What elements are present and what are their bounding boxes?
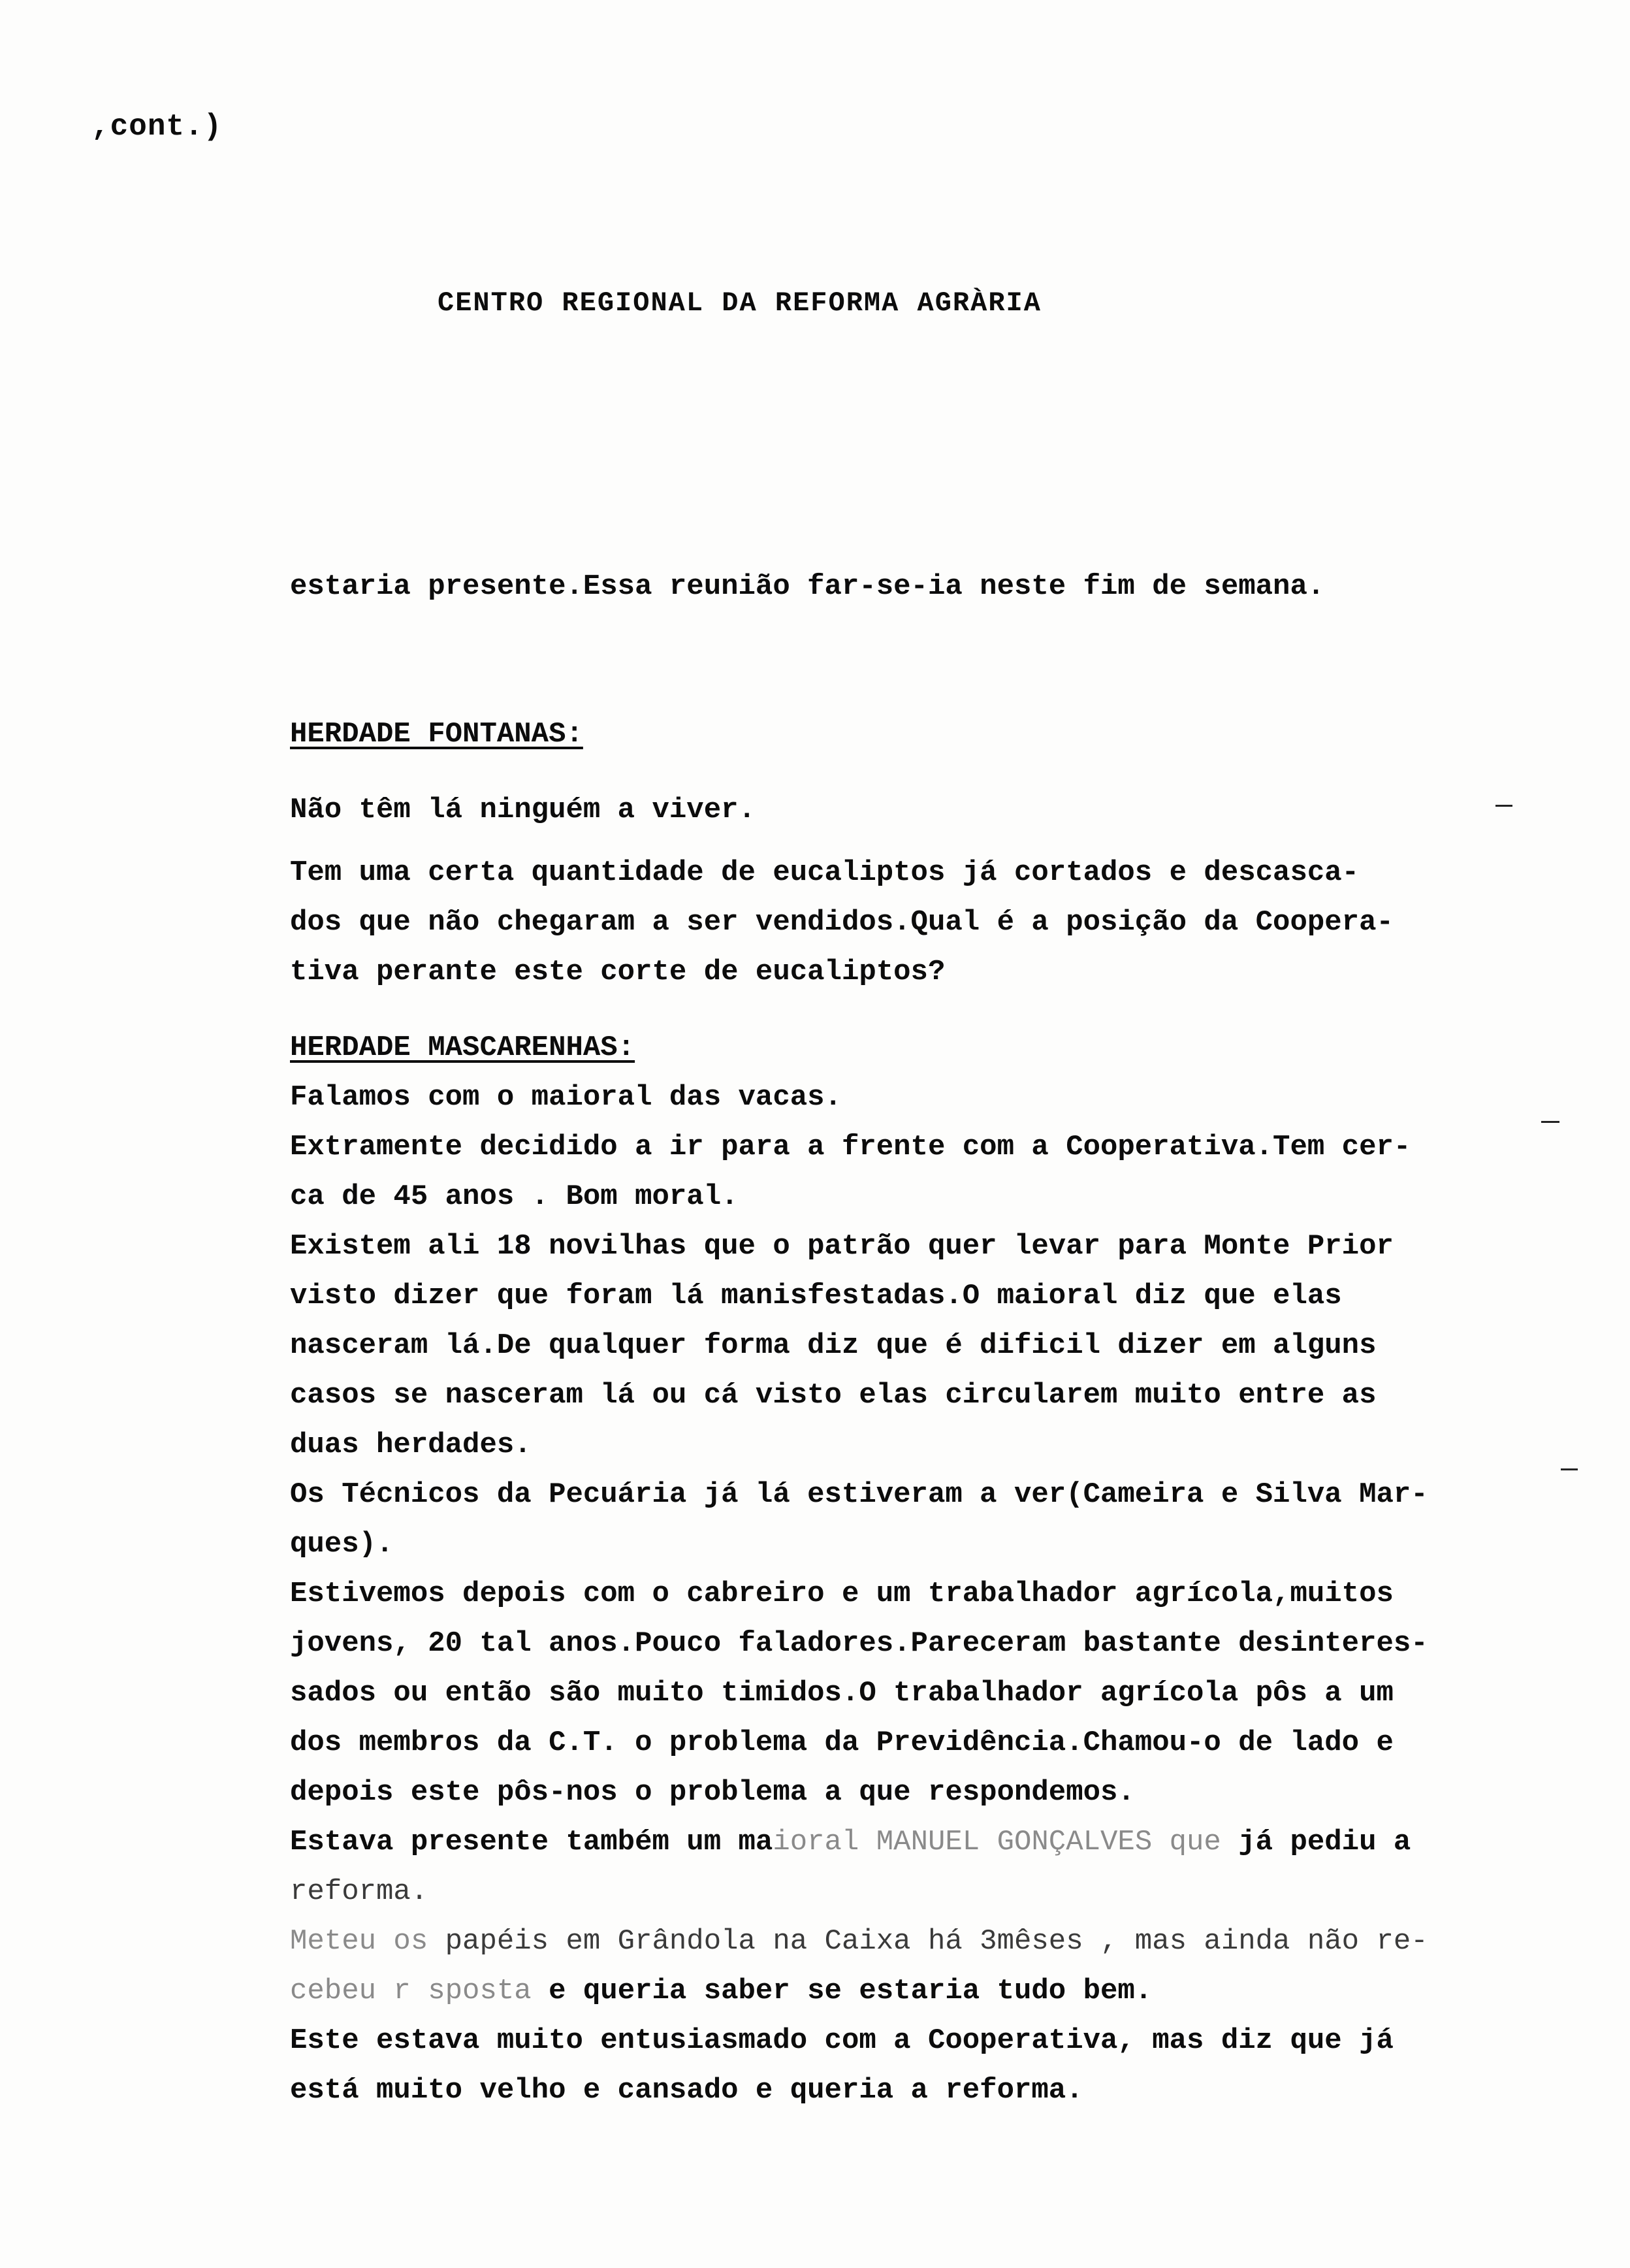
paragraph-line: Existem ali 18 novilhas que o patrão quer levar para Monte Prior (290, 1230, 1394, 1263)
paragraph-line: ca de 45 anos . Bom moral. (290, 1180, 739, 1213)
paragraph-line: visto dizer que foram lá manisfestadas.O maioral diz que elas (290, 1280, 1342, 1312)
paragraph-line: casos se nasceram lá ou cá visto elas circularem muito entre as (290, 1379, 1377, 1412)
present-line-end: já pediu a (1221, 1826, 1411, 1858)
papers-line-rest: papéis em Grândola na Caixa há 3mêses , mas ainda não re- (428, 1925, 1428, 1958)
margin-mark (1495, 805, 1512, 807)
reform-line: reforma. (290, 1875, 428, 1908)
paragraph-line: sados ou então são muito timidos.O trabalhador agrícola pôs a um (290, 1677, 1394, 1709)
answer-line-faint: cebeu r sposta (290, 1975, 532, 2007)
paragraph-line: está muito velho e cansado e queria a reforma. (290, 2074, 1083, 2107)
margin-mark (1561, 1468, 1578, 1470)
section-heading-fontanas: HERDADE FONTANAS: (290, 718, 583, 751)
margin-mark (1541, 1121, 1559, 1123)
paragraph-line: Os Técnicos da Pecuária já lá estiveram a ver(Cameira e Silva Mar- (290, 1478, 1428, 1511)
paragraph-line: jovens, 20 tal anos.Pouco faladores.Pareceram bastante desinteres- (290, 1627, 1428, 1660)
present-line-faint: ioral MANUEL GONÇALVES que (773, 1826, 1221, 1858)
continuation-marker: ,cont.) (91, 110, 223, 144)
paragraph-line: Este estava muito entusiasmado com a Cooperativa, mas diz que já (290, 2024, 1394, 2057)
spacer (290, 611, 1576, 709)
paragraph-line: duas herdades. (290, 1429, 532, 1461)
paragraph-line: tiva perante este corte de eucaliptos? (290, 956, 946, 988)
present-line (290, 1817, 1576, 1867)
answer-line-rest: e queria saber se estaria tudo bem. (531, 1975, 1153, 2007)
section-heading-mascarenhas: HERDADE MASCARENHAS: (290, 1031, 635, 1064)
paragraph-line: ques). (290, 1528, 394, 1561)
paragraph-line: depois este pôs-nos o problema a que respondemos. (290, 1776, 1135, 1809)
answer-line (290, 1966, 1576, 2016)
paragraph-line: nasceram lá.De qualquer forma diz que é dificil dizer em alguns (290, 1329, 1377, 1362)
spacer (290, 835, 1576, 848)
paragraph-line: Não têm lá ninguém a viver. (290, 794, 756, 826)
paragraph-line: Falamos com o maioral das vacas. (290, 1081, 842, 1114)
document-heading: CENTRO REGIONAL DA REFORMA AGRÀRIA (438, 287, 1042, 319)
spacer (290, 997, 1576, 1023)
paragraph-line: Tem uma certa quantidade de eucaliptos já cortados e descasca- (290, 856, 1360, 889)
papers-line-faint: Meteu os (290, 1925, 428, 1958)
paragraph-line: Extramente decidido a ir para a frente com a Cooperativa.Tem cer- (290, 1131, 1411, 1163)
spacer (290, 759, 1576, 785)
document-body (290, 562, 1576, 2115)
paragraph-line: Estivemos depois com o cabreiro e um trabalhador agrícola,muitos (290, 1578, 1394, 1610)
present-line-start: Estava presente também um ma (290, 1826, 773, 1858)
paragraph-line: dos que não chegaram a ser vendidos.Qual é a posição da Coopera- (290, 906, 1394, 939)
papers-line (290, 1917, 1576, 1966)
intro-line: estaria presente.Essa reunião far-se-ia neste fim de semana. (290, 570, 1325, 603)
paragraph-line: dos membros da C.T. o problema da Previdência.Chamou-o de lado e (290, 1726, 1394, 1759)
